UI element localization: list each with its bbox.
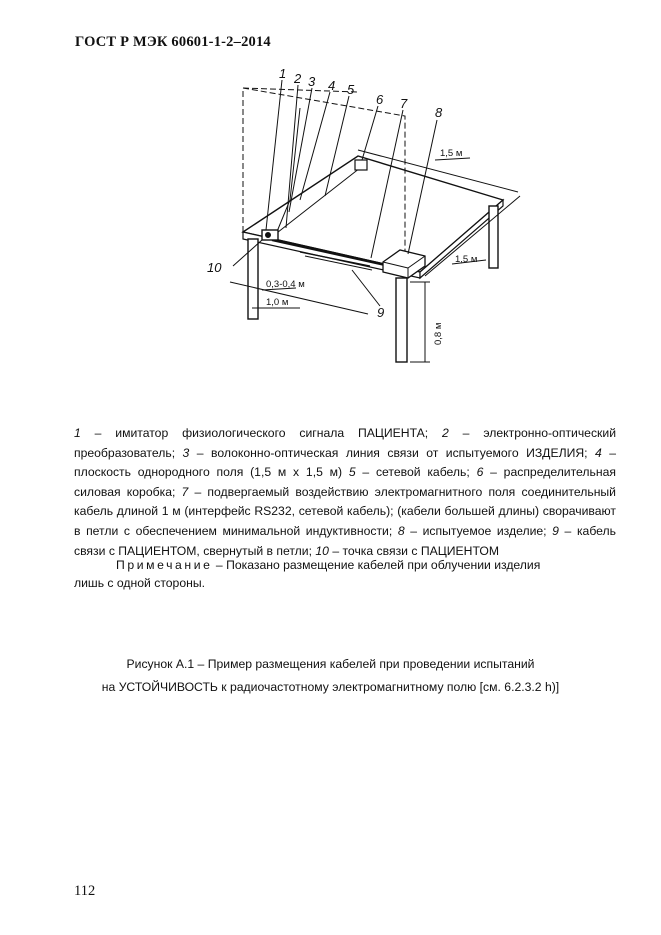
table-leg-front-right (396, 278, 407, 362)
figure-legend: 1 – имитатор физиологического сигнала ПАЦИЕНТА; 2 – электронно-оптический преобразователь; 3 – волоконно-оптическая линия связи от испытуемого ИЗДЕЛИЯ; 4 – плоскость однородного поля (1,5 м х 1,5 м) 5 – сетевой кабель; 6 – распределительная силовая коробка; 7 – подвергаемый воздействию электромагнитного поля соединительный кабель длиной 1 м (интерфейс RS232, сетевой кабель); (кабели большей длины) сворачивают в петли с обеспечением минимальной индуктивности; 8 – испытуемое изделие; 9 – кабель связи с ПАЦИЕНТОМ, свернутый в петли; 10 – точка связи с ПАЦИЕНТОМ (74, 426, 617, 558)
note-text-1: – Показано размещение кабелей при облучении изделия (212, 558, 541, 572)
caption-line-1: Рисунок А.1 – Пример размещения кабелей при проведении испытаний (126, 657, 535, 671)
callout-1: 1 (279, 66, 287, 81)
callout-3: 3 (308, 74, 316, 89)
dim-depth: 1,5 м (440, 148, 463, 159)
cable-layout-figure (0, 0, 661, 400)
caption-line-2: на УСТОЙЧИВОСТЬ к радиочастотному электромагнитному полю [см. 6.2.3.2 h)] (101, 680, 560, 694)
callout-4: 4 (328, 78, 336, 93)
callout-6: 6 (376, 92, 384, 107)
callout-2: 2 (294, 71, 302, 86)
callout-7: 7 (400, 96, 408, 111)
callout-8: 8 (435, 105, 443, 120)
power-box (355, 160, 367, 170)
note-text-2: лишь с одной стороны. (74, 576, 205, 590)
dim-height: 0,8 м (433, 322, 444, 345)
dim-offset: 0,3-0,4 м (266, 279, 305, 290)
document-header: ГОСТ Р МЭК 60601-1-2–2014 (75, 34, 271, 50)
page-number: 112 (74, 883, 96, 899)
callout-10: 10 (207, 260, 222, 275)
note-label: Примечание (116, 558, 213, 572)
callout-9: 9 (377, 305, 385, 320)
dim-length: 1,0 м (266, 297, 289, 308)
dim-side: 1,5 м (455, 254, 478, 265)
figure-note (74, 556, 594, 592)
callout-5: 5 (347, 82, 355, 97)
figure-caption (0, 653, 661, 699)
